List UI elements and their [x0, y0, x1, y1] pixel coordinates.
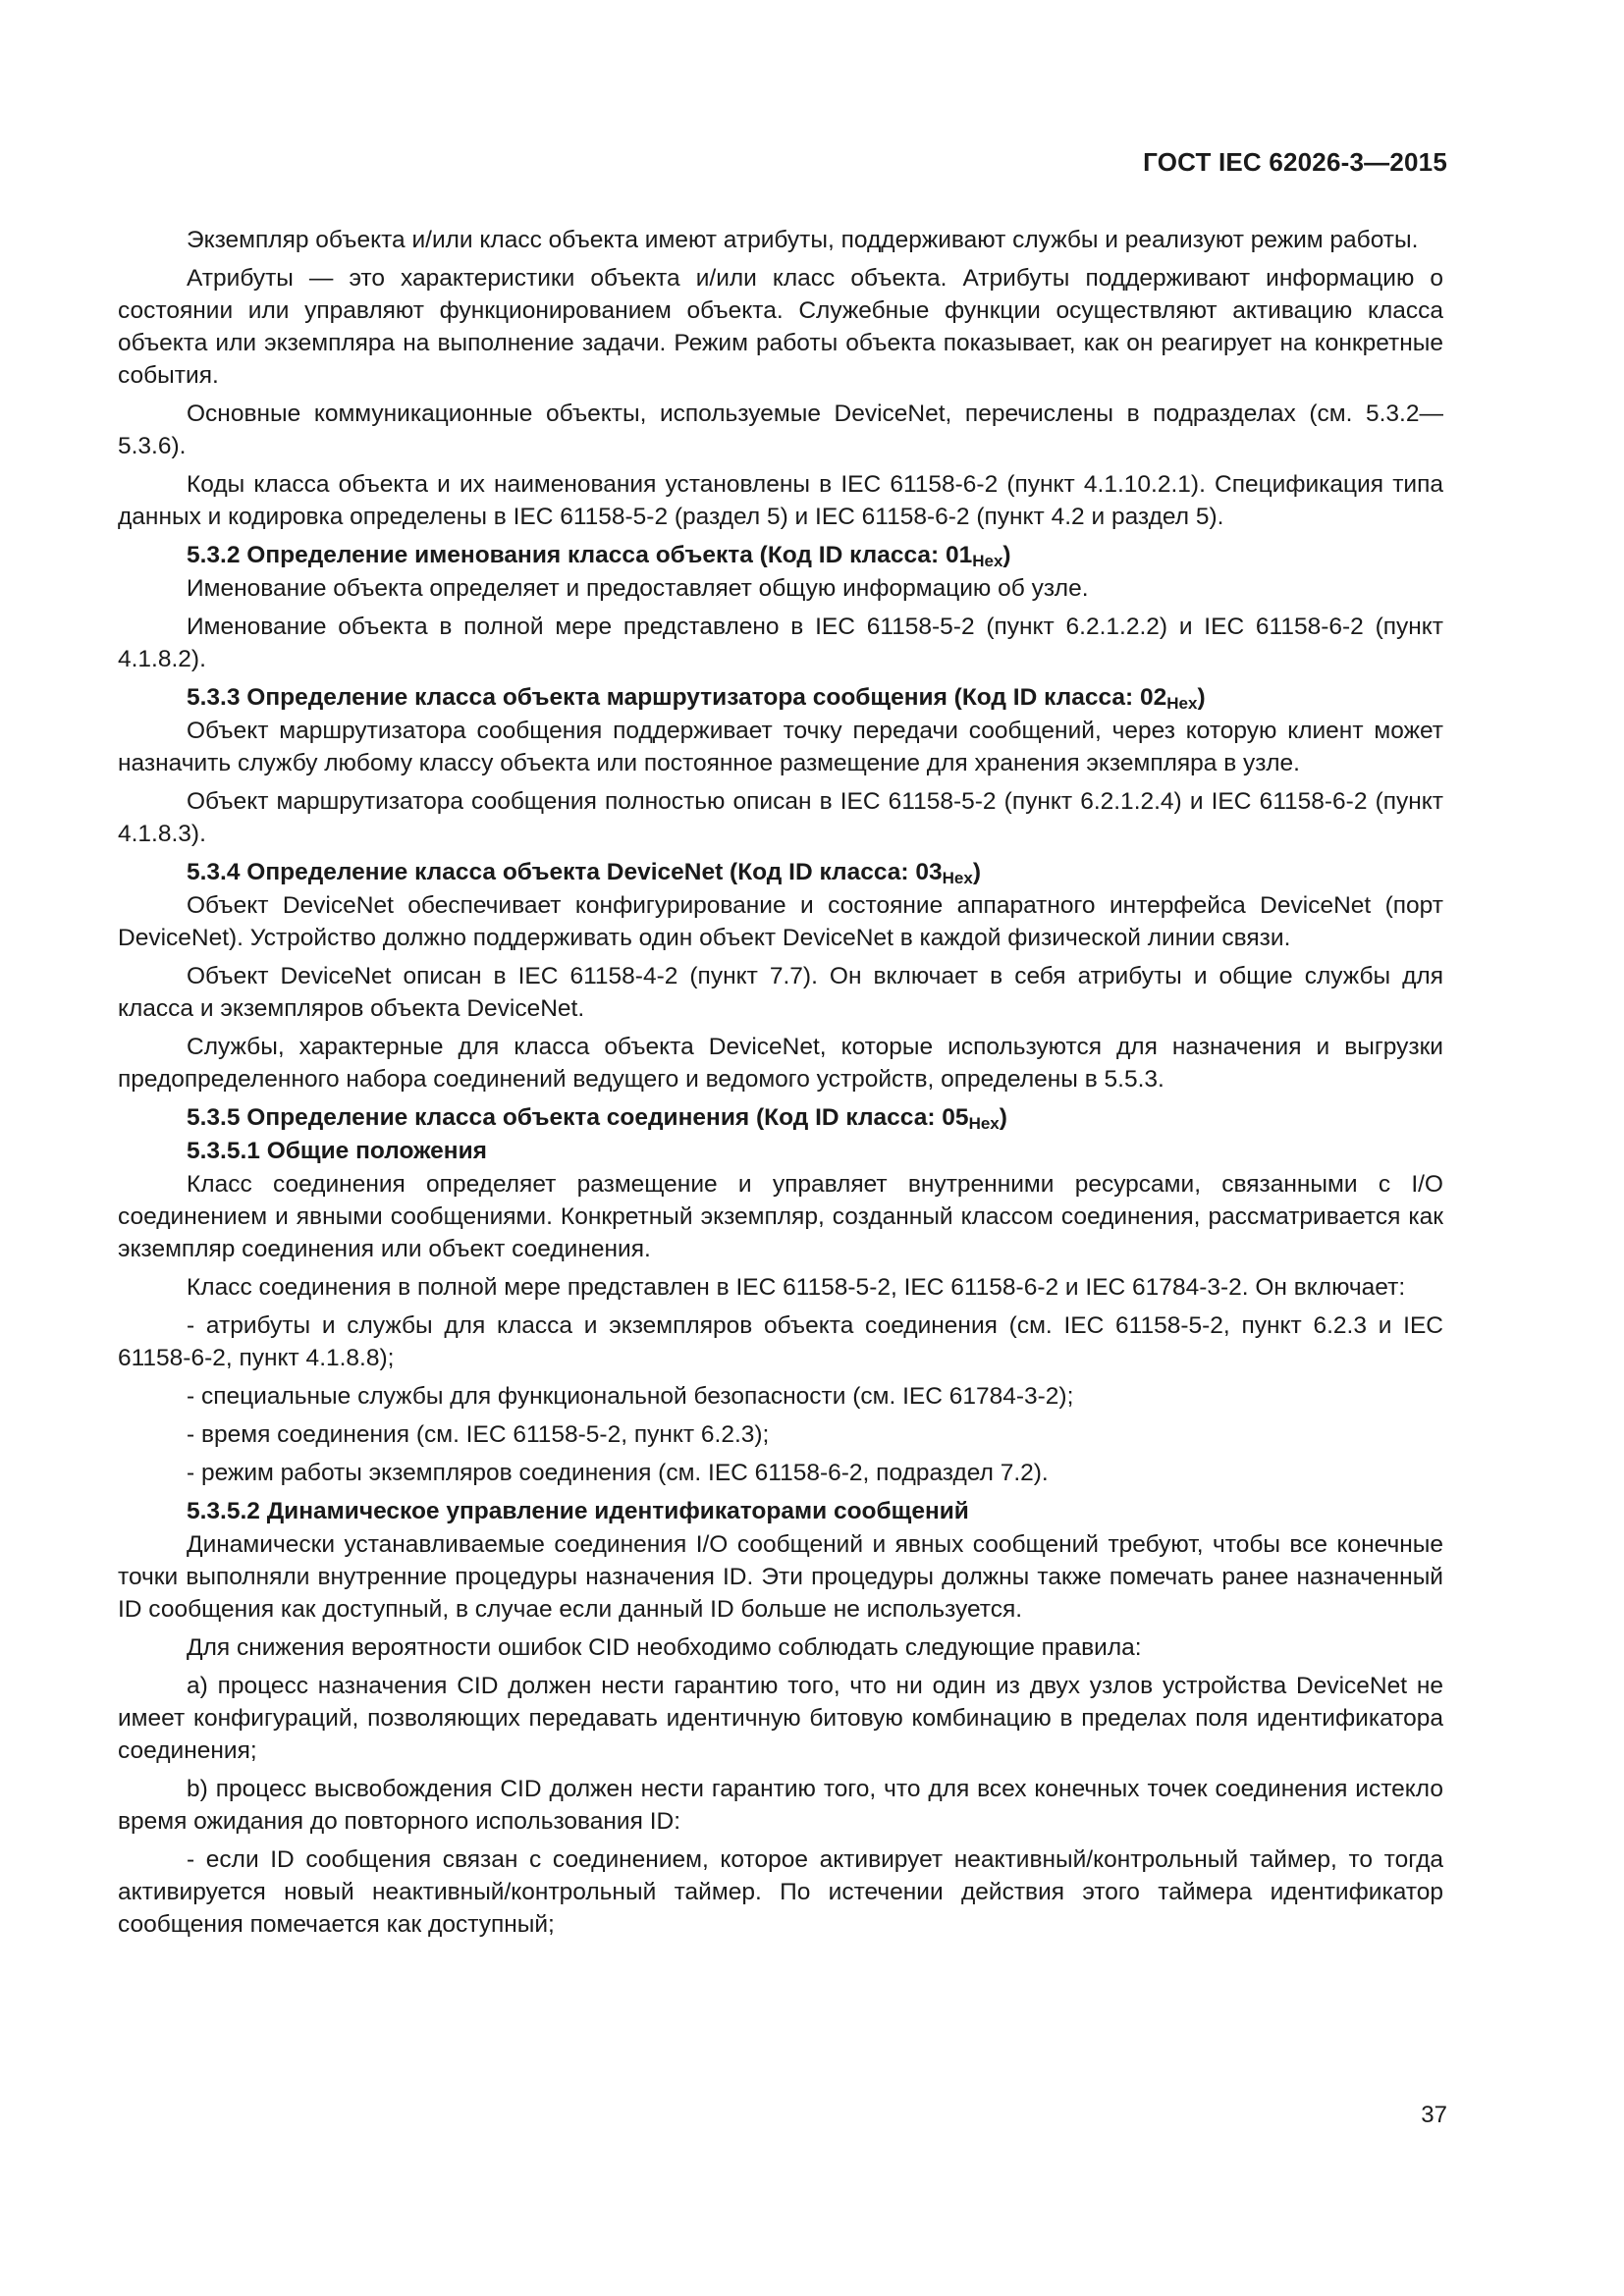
section-heading: 5.3.5.1 Общие положения [187, 1138, 487, 1164]
heading-subscript: Hex [942, 869, 973, 887]
paragraph: Для снижения вероятности ошибок CID необходимо соблюдать следующие правила: [187, 1634, 1142, 1661]
heading-tail: ) [1197, 684, 1206, 711]
paragraph: а) процесс назначения CID должен нести гарантию того, что ни один из двух узлов устройства DeviceNet не имеет конфигураций, позволяющих передавать идентичную битовую комбинацию в пределах поля идентификатора соединения; [118, 1673, 1443, 1764]
section-heading: 5.3.5.2 Динамическое управление идентификаторами сообщений [187, 1498, 969, 1524]
page-number: 37 [1421, 2102, 1447, 2128]
heading-text: 5.3.5 Определение класса объекта соединения (Код ID класса: 05 [187, 1104, 969, 1131]
paragraph: Коды класса объекта и их наименования установлены в IEC 61158-6-2 (пункт 4.1.10.2.1). Спецификация типа данных и кодировка определены в IEC 61158-5-2 (раздел 5) и IEC 61158-6-2 (пункт 4.2 и раздел 5). [118, 471, 1443, 530]
paragraph: Службы, характерные для класса объекта DeviceNet, которые используются для назначения и выгрузки предопределенного набора соединений ведущего и ведомого устройств, определены в 5.5.3. [118, 1034, 1443, 1093]
paragraph: Объект DeviceNet описан в IEC 61158-4-2 (пункт 7.7). Он включает в себя атрибуты и общие службы для класса и экземпляров объекта DeviceNet. [118, 963, 1443, 1022]
paragraph: Именование объекта в полной мере представлено в IEC 61158-5-2 (пункт 6.2.1.2.2) и IEC 61158-6-2 (пункт 4.1.8.2). [118, 614, 1443, 672]
document-body [118, 224, 1443, 1947]
heading-text: 5.3.2 Определение именования класса объекта (Код ID класса: 01 [187, 542, 973, 568]
paragraph: b) процесс высвобождения CID должен нести гарантию того, что для всех конечных точек соединения истекло время ожидания до повторного использования ID: [118, 1776, 1443, 1835]
paragraph: Именование объекта определяет и предоставляет общую информацию об узле. [187, 575, 1089, 602]
heading-subscript: Hex [1166, 694, 1198, 713]
section-heading [118, 856, 1443, 889]
heading-text: 5.3.3 Определение класса объекта маршрутизатора сообщения (Код ID класса: 02 [187, 684, 1167, 711]
paragraph: Динамически устанавливаемые соединения I/O сообщений и явных сообщений требуют, чтобы все конечные точки выполняли внутренние процедуры назначения ID. Эти процедуры должны также помечать ранее назначенный ID сообщения как доступный, в случае если данный ID больше не используется. [118, 1531, 1443, 1623]
paragraph: - если ID сообщения связан с соединением, которое активирует неактивный/контрольный таймер, то тогда активируется новый неактивный/контрольный таймер. По истечении действия этого таймера идентификатор сообщения помечается как доступный; [118, 1846, 1443, 1938]
heading-tail: ) [1002, 542, 1011, 568]
paragraph: Экземпляр объекта и/или класс объекта имеют атрибуты, поддерживают службы и реализуют режим работы. [187, 227, 1419, 253]
document-header: ГОСТ IEC 62026-3—2015 [1143, 147, 1447, 177]
heading-text: 5.3.4 Определение класса объекта DeviceNet (Код ID класса: 03 [187, 859, 943, 885]
paragraph: Атрибуты — это характеристики объекта и/или класс объекта. Атрибуты поддерживают информацию о состоянии или управляют функционированием объекта. Служебные функции осуществляют активацию класса объекта или экземпляра на выполнение задачи. Режим работы объекта показывает, как он реагирует на конкретные события. [118, 265, 1443, 389]
paragraph: Класс соединения определяет размещение и управляет внутренними ресурсами, связанными с I/O соединением и явными сообщениями. Конкретный экземпляр, созданный классом соединения, рассматривается как экземпляр соединения или объект соединения. [118, 1171, 1443, 1262]
paragraph: - специальные службы для функциональной безопасности (см. IEC 61784-3-2); [187, 1383, 1074, 1410]
paragraph: - атрибуты и службы для класса и экземпляров объекта соединения (см. IEC 61158-5-2, пункт 6.2.3 и IEC 61158-6-2, пункт 4.1.8.8); [118, 1312, 1443, 1371]
heading-subscript: Hex [972, 552, 1003, 570]
section-heading [118, 1101, 1443, 1135]
paragraph: Класс соединения в полной мере представлен в IEC 61158-5-2, IEC 61158-6-2 и IEC 61784-3-2. Он включает: [187, 1274, 1406, 1301]
section-heading [118, 681, 1443, 715]
heading-subscript: Hex [968, 1114, 1000, 1133]
paragraph: - время соединения (см. IEC 61158-5-2, пункт 6.2.3); [187, 1421, 770, 1448]
paragraph: - режим работы экземпляров соединения (см. IEC 61158-6-2, подраздел 7.2). [187, 1460, 1049, 1486]
paragraph: Объект маршрутизатора сообщения поддерживает точку передачи сообщений, через которую клиент может назначить службу любому классу объекта или постоянное размещение для хранения экземпляра в узле. [118, 718, 1443, 776]
heading-tail: ) [999, 1104, 1007, 1131]
section-heading [118, 539, 1443, 572]
paragraph: Объект маршрутизатора сообщения полностью описан в IEC 61158-5-2 (пункт 6.2.1.2.4) и IEC 61158-6-2 (пункт 4.1.8.3). [118, 788, 1443, 847]
paragraph: Основные коммуникационные объекты, используемые DeviceNet, перечислены в подразделах (см. 5.3.2—5.3.6). [118, 400, 1443, 459]
paragraph: Объект DeviceNet обеспечивает конфигурирование и состояние аппаратного интерфейса DeviceNet (порт DeviceNet). Устройство должно поддерживать один объект DeviceNet в каждой физической линии связи. [118, 892, 1443, 951]
heading-tail: ) [972, 859, 981, 885]
